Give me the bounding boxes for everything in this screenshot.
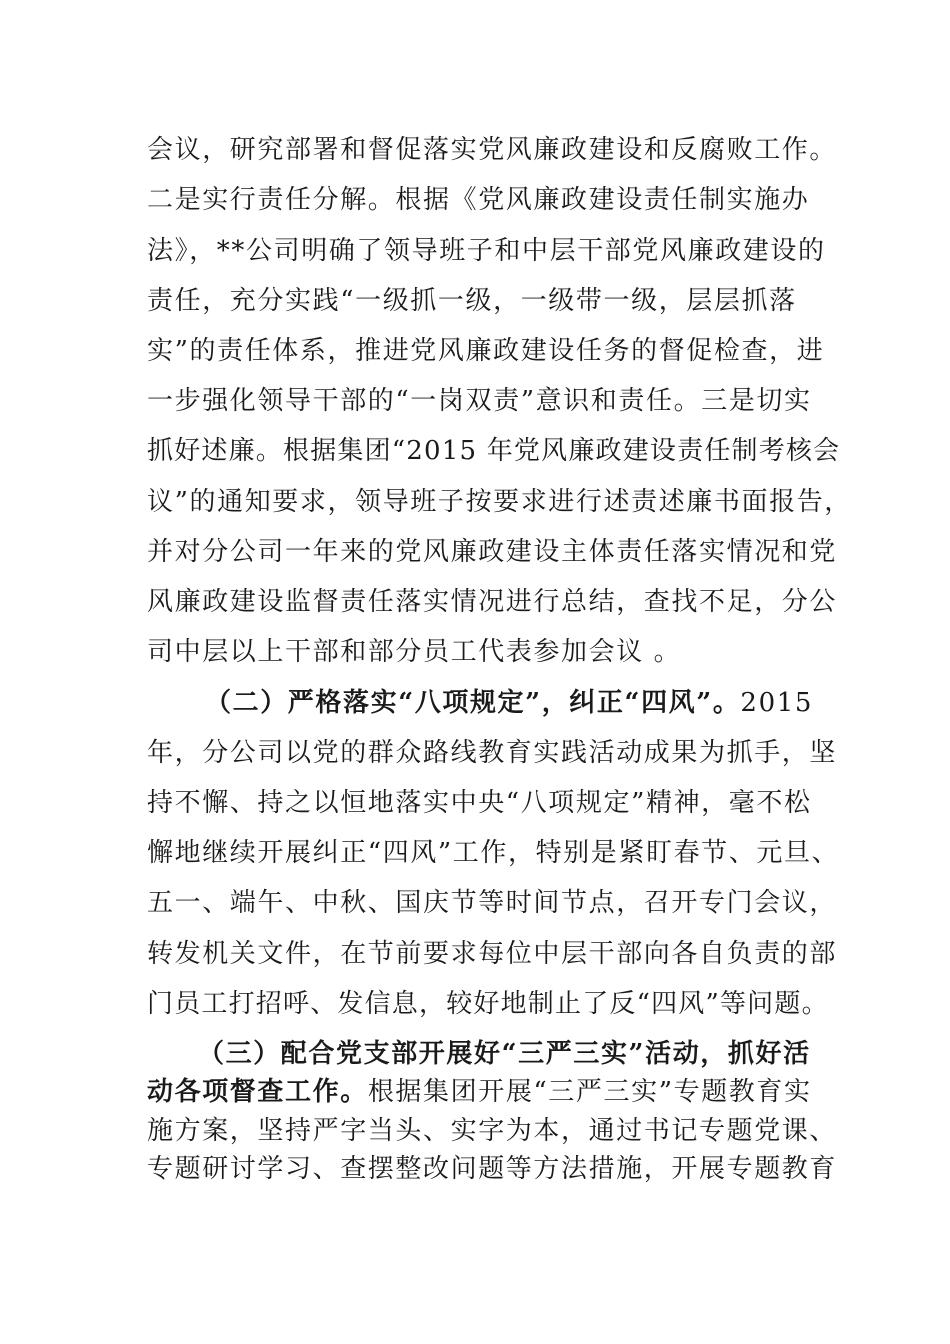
section-3-second-line xyxy=(147,1077,812,1107)
body-line: 司中层以上干部和部分员工代表参加会议 。 xyxy=(147,637,682,667)
section-3-text: 根据集团开展“三严三实”专题教育实 xyxy=(367,1077,812,1107)
body-line: 会议，研究部署和督促落实党风廉政建设和反腐败工作。 xyxy=(147,135,838,165)
section-2-first-line xyxy=(205,688,813,718)
section-3-heading-end: 动各项督查工作。 xyxy=(147,1077,368,1107)
body-line: 门员工打招呼、发信息，较好地制止了反“四风”等问题。 xyxy=(147,989,829,1019)
section-3-heading: （三）配合党支部开展好“三严三实”活动，抓好活 xyxy=(198,1039,811,1069)
body-line: 风廉政建设监督责任落实情况进行总结，查找不足，分公 xyxy=(147,587,838,617)
body-line: 实”的责任体系，推进党风廉政建设任务的督促检查，进 xyxy=(147,336,825,366)
body-line: 并对分公司一年来的党风廉政建设主体责任落实情况和党 xyxy=(147,537,838,567)
section-2-heading: （二）严格落实“八项规定”，纠正“四风”。 xyxy=(205,688,741,718)
body-line: 专题研讨学习、查摆整改问题等方法措施，开展专题教育 xyxy=(147,1154,838,1184)
body-line: 施方案，坚持严字当头、实字为本，通过书记专题党课、 xyxy=(147,1116,838,1146)
body-line: 法》，**公司明确了领导班子和中层干部党风廉政建设的 xyxy=(147,236,826,266)
body-line: 转发机关文件，在节前要求每位中层干部向各自负责的部 xyxy=(147,939,838,969)
body-line: 一步强化领导干部的“一岗双责”意识和责任。三是切实 xyxy=(147,386,812,416)
body-line: 抓好述廉。根据集团“2015 年党风廉政建设责任制考核会 xyxy=(147,436,841,466)
body-line: 二是实行责任分解。根据《党风廉政建设责任制实施办 xyxy=(147,185,810,215)
body-line: 年，分公司以党的群众路线教育实践活动成果为抓手，坚 xyxy=(147,738,838,768)
section-2-first-text: 2015 xyxy=(740,688,813,718)
body-line: 议”的通知要求，领导班子按要求进行述责述廉书面报告， xyxy=(147,487,852,517)
body-line: 责任，充分实践“一级抓一级，一级带一级，层层抓落 xyxy=(147,286,797,316)
body-line: 五一、端午、中秋、国庆节等时间节点，召开专门会议， xyxy=(147,888,838,918)
body-line: 持不懈、持之以恒地落实中央“八项规定”精神，毫不松 xyxy=(147,788,812,818)
body-line: 懈地继续开展纠正“四风”工作，特别是紧盯春节、元旦、 xyxy=(147,838,840,868)
